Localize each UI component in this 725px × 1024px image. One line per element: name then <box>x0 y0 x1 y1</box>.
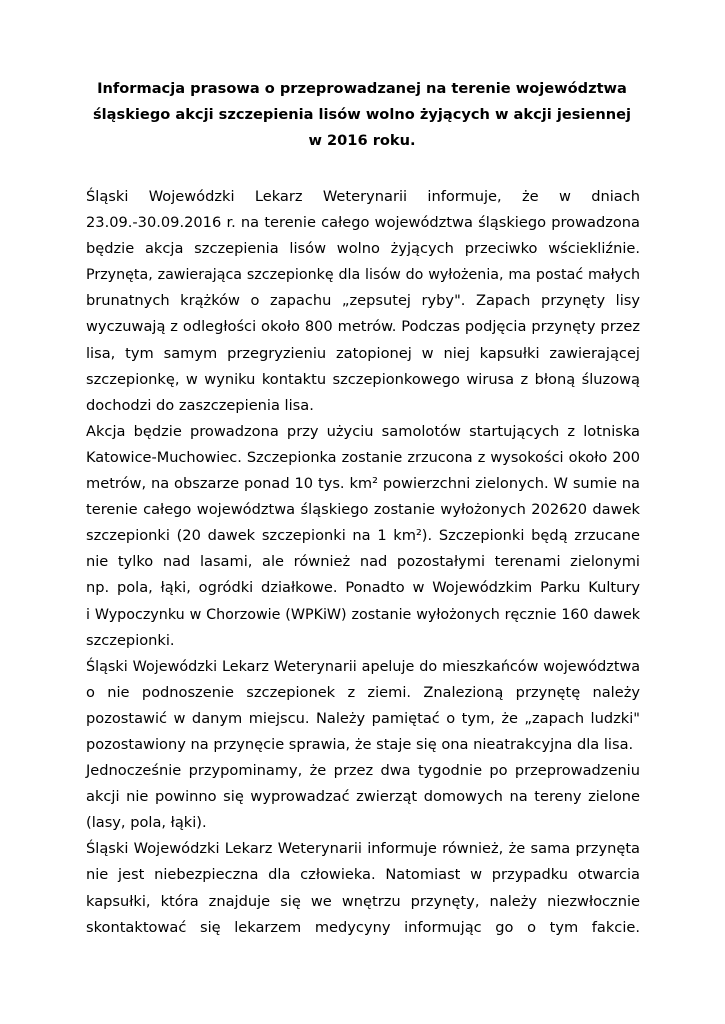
body-line: metrów, na obszarze ponad 10 tys. km² powierzchni zielonych. W sumie na <box>86 475 640 493</box>
body-line: Śląski Wojewódzki Lekarz Weterynarii informuje, że w dniach <box>86 188 640 205</box>
body-line: szczepionki. <box>86 631 175 649</box>
body-line: będzie akcja szczepienia lisów wolno żyjących przeciwko wściekliźnie. <box>86 240 640 258</box>
press-release-title <box>84 76 640 154</box>
body-line: 23.09.-30.09.2016 r. na terenie całego województwa śląskiego prowadzona <box>86 214 640 232</box>
body-line: dochodzi do zaszczepienia lisa. <box>86 396 314 414</box>
body-line: szczepionkę, w wyniku kontaktu szczepionkowego wirusa z błoną śluzową <box>86 370 640 388</box>
title-line: Informacja prasowa o przeprowadzanej na terenie województwa <box>97 80 627 97</box>
press-release-body <box>86 184 640 941</box>
body-line: terenie całego województwa śląskiego zostanie wyłożonych 202620 dawek <box>86 501 640 519</box>
body-line: Akcja będzie prowadzona przy użyciu samolotów startujących z lotniska <box>86 422 640 440</box>
body-line: wyczuwają z odległości około 800 metrów. Podczas podjęcia przynęty przez <box>86 318 640 336</box>
body-line: akcji nie powinno się wyprowadzać zwierząt domowych na tereny zielone <box>86 788 640 806</box>
body-line: np. pola, łąki, ogródki działkowe. Ponadto w Wojewódzkim Parku Kultury <box>86 579 640 597</box>
body-line: o nie podnoszenie szczepionek z ziemi. Znalezioną przynętę należy <box>86 683 640 701</box>
body-line: kapsułki, która znajduje się we wnętrzu przynęty, należy niezwłocznie <box>86 892 640 910</box>
body-line: pozostawiony na przynęcie sprawia, że staje się ona nieatrakcyjna dla lisa. <box>86 735 634 753</box>
body-line: Śląski Wojewódzki Lekarz Weterynarii informuje również, że sama przynęta <box>86 840 640 858</box>
body-line: lisa, tym samym przegryzieniu zatopionej w niej kapsułki zawierającej <box>86 344 640 362</box>
title-line: śląskiego akcji szczepienia lisów wolno żyjących w akcji jesiennej <box>92 106 631 123</box>
body-line: Przynęta, zawierająca szczepionkę dla lisów do wyłożenia, ma postać małych <box>86 267 640 284</box>
body-line: nie jest niebezpieczna dla człowieka. Natomiast w przypadku otwarcia <box>86 866 640 884</box>
body-line: nie tylko nad lasami, ale również nad pozostałymi terenami zielonymi <box>86 553 640 571</box>
body-line: brunatnych krążków o zapachu „zepsutej ryby". Zapach przynęty lisy <box>86 292 640 310</box>
body-line: szczepionki (20 dawek szczepionki na 1 km²). Szczepionki będą zrzucane <box>86 527 640 545</box>
body-line: Katowice-Muchowiec. Szczepionka zostanie zrzucona z wysokości około 200 <box>86 449 640 466</box>
body-line: pozostawić w danym miejscu. Należy pamiętać o tym, że „zapach ludzki" <box>86 709 640 727</box>
title-line: w 2016 roku. <box>308 132 416 149</box>
body-line: Śląski Wojewódzki Lekarz Weterynarii apeluje do mieszkańców województwa <box>86 658 640 675</box>
body-line: skontaktować się lekarzem medycyny informując go o tym fakcie. <box>86 918 640 936</box>
body-line: (lasy, pola, łąki). <box>86 814 207 832</box>
body-line: i Wypoczynku w Chorzowie (WPKiW) zostanie wyłożonych ręcznie 160 dawek <box>86 606 640 623</box>
body-line: Jednocześnie przypominamy, że przez dwa tygodnie po przeprowadzeniu <box>86 762 640 780</box>
